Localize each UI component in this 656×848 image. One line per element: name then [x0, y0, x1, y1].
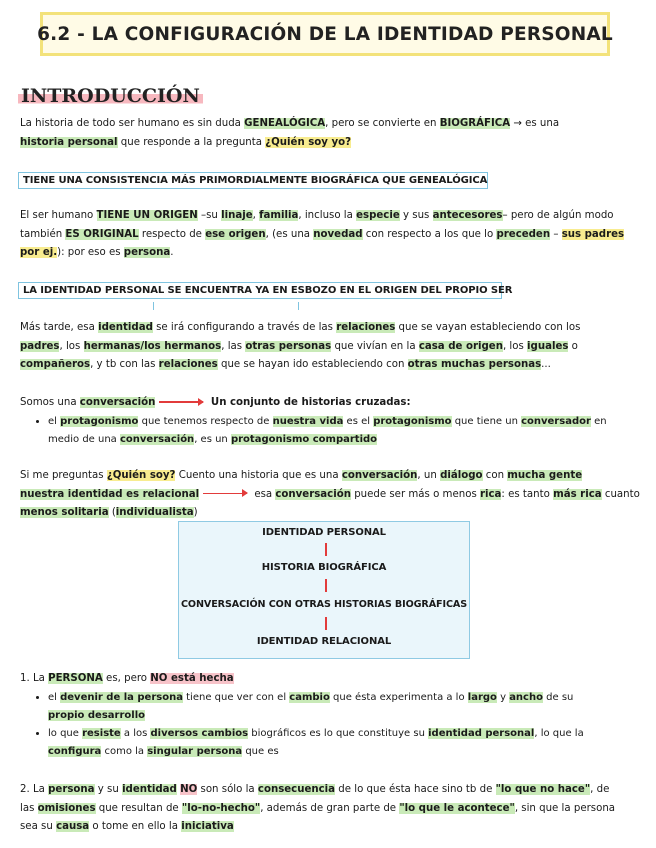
section-two: 2. La persona y su identidad NO son sólo la consecuencia de lo que ésta hace sino tb de "lo que no hace", de las omisiones que resultan de "lo-no-hecho", además de gran parte de "lo que le acontece", sin que la persona sea su causa o tome en ello la iniciativa [20, 784, 616, 832]
arrow-down-icon [325, 579, 327, 592]
title-banner [37, 12, 613, 56]
connector-tick [298, 302, 299, 310]
paragraph-relations: Más tarde, esa identidad se irá configurando a través de las relaciones que se vayan estableciendo con los padres, los hermanas/los hermanos, las otras personas que vivían en la casa de origen, los iguales o compañeros, y tb con las relaciones que se hayan ido estableciendo con otras muchas personas... [20, 322, 581, 370]
list-item: • el devenir de la persona tiene que ver con el cambio que ésta experimenta a lo largo y ancho de su propio desarrollo [48, 689, 584, 725]
arrow-down-icon [325, 617, 327, 630]
diagram-node: CONVERSACIÓN CON OTRAS HISTORIAS BIOGRÁFICAS [180, 599, 468, 610]
identity-flow-diagram [178, 521, 470, 659]
paragraph-origin: El ser humano TIENE UN ORIGEN –su linaje, familia, incluso la especie y sus antecesores– pero de algún modo también ES ORIGINAL respecto de ese origen, (es una novedad con respecto a los que lo preceden – sus padres por ej.): por eso es persona. [20, 210, 625, 258]
paragraph-intro: La historia de todo ser humano es sin duda GENEALÓGICA, pero se convierte en BIOGRÁFICA → es una historia personal que responde a la pregunta ¿Quién soy yo? [20, 118, 560, 148]
section-heading: INTRODUCCIÓN [18, 85, 203, 107]
diagram-node: IDENTIDAD PERSONAL [262, 527, 386, 538]
key-statement-box: LA IDENTIDAD PERSONAL SE ENCUENTRA YA EN ESBOZO EN EL ORIGEN DEL PROPIO SER [18, 282, 502, 299]
diagram-node: IDENTIDAD RELACIONAL [256, 636, 392, 647]
connector-tick [153, 302, 154, 310]
diagram-node: HISTORIA BIOGRÁFICA [261, 562, 387, 573]
list-item: • el protagonismo que tenemos respecto de nuestra vida es el protagonismo que tiene un conversador en medio de una conversación, es un protagonismo compartido [48, 413, 607, 449]
paragraph-conversation: Somos una conversación Un conjunto de historias cruzadas: • el protagonismo que tenemos respecto de nuestra vida es el protagonismo que tiene un conversador en medio de una conversación, es un protagonismo compartido [20, 394, 607, 449]
arrow-icon [159, 401, 203, 403]
list-item: • lo que resiste a los diversos cambios biográficos es lo que constituye su identidad personal, lo que la configura como la singular persona que es [48, 725, 584, 761]
paragraph-relational-identity: Si me preguntas ¿Quién soy? Cuento una historia que es una conversación, un diálogo con mucha gente nuestra identidad es relacional esa conversación puede ser más o menos rica: es tanto más rica cuanto menos solitaria (individualista) [20, 470, 640, 518]
arrow-down-icon [325, 543, 327, 556]
key-statement-box: TIENE UNA CONSISTENCIA MÁS PRIMORDIALMENTE BIOGRÁFICA QUE GENEALÓGICA [18, 172, 488, 189]
section-one: 1. La PERSONA es, pero NO está hecha • el devenir de la persona tiene que ver con el cambio que ésta experimenta a lo largo y ancho de su propio desarrollo • lo que resiste a los diversos cambios biográficos es lo que constituye su identidad personal, lo que la configura como la singular persona que es [20, 670, 584, 761]
arrow-icon [203, 493, 247, 495]
page-title: 6.2 - LA CONFIGURACIÓN DE LA IDENTIDAD PERSONAL [37, 23, 613, 45]
